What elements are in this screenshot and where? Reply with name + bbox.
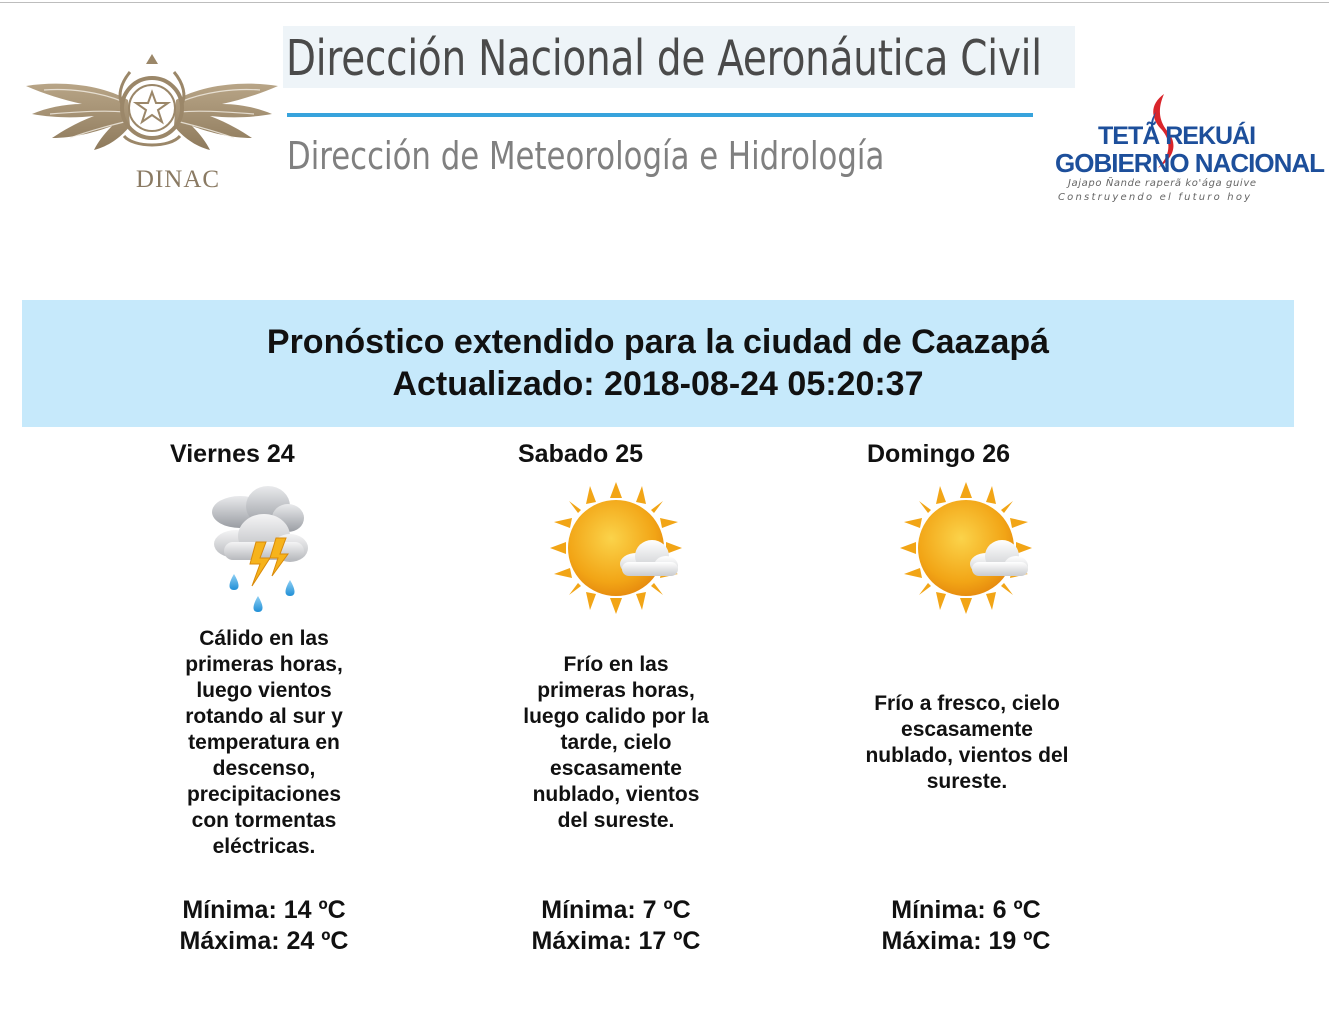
forecast-title: Pronóstico extendido para la ciudad de Caazapá xyxy=(266,323,1050,361)
temperature-block xyxy=(146,895,382,957)
day-name: Domingo 26 xyxy=(867,440,1011,468)
dinac-logo-text: DINAC xyxy=(135,166,221,193)
day-name: Viernes 24 xyxy=(170,440,295,468)
temperature-min: Mínima: 14 ºC xyxy=(182,896,346,924)
gobierno-nacional-logo xyxy=(1052,90,1324,210)
temperature-max: Máxima: 24 ºC xyxy=(179,927,349,955)
day-name: Sabado 25 xyxy=(518,440,644,468)
forecast-updated: Actualizado: 2018-08-24 05:20:37 xyxy=(392,365,924,403)
sun-cloud-icon xyxy=(900,482,1036,623)
gobierno-logo-line2: GOBIERNO NACIONAL xyxy=(1055,148,1324,178)
dinac-logo xyxy=(24,50,280,200)
forecast-description: Cálido en las primeras horas, luego vientos rotando al sur y temperatura en descenso, precipitaciones con tormentas eléctricas. xyxy=(185,627,343,858)
sun-cloud-icon xyxy=(550,482,686,623)
banner-divider xyxy=(287,113,1033,117)
organization-title: Dirección Nacional de Aeronáutica Civil xyxy=(286,30,1042,87)
temperature-max: Máxima: 19 ºC xyxy=(881,927,1051,955)
temperature-block xyxy=(848,895,1084,957)
organization-subtitle: Dirección de Meteorología e Hidrología xyxy=(287,134,885,178)
gobierno-logo-tagline-spanish: Construyendo el futuro hoy xyxy=(1058,192,1253,203)
temperature-min: Mínima: 6 ºC xyxy=(891,896,1041,924)
forecast-description: Frío a fresco, cielo escasamente nublado, vientos del sureste. xyxy=(865,692,1069,793)
top-border xyxy=(0,2,1329,3)
temperature-min: Mínima: 7 ºC xyxy=(541,896,691,924)
forecast-heading xyxy=(22,300,1294,427)
temperature-max: Máxima: 17 ºC xyxy=(531,927,701,955)
thunderstorm-rain-icon xyxy=(206,482,318,623)
forecast-description: Frío en las primeras horas, luego calido por la tarde, cielo escasamente nublado, vientos del sureste. xyxy=(523,653,709,832)
gobierno-logo-line1: TETÃ REKUÁI xyxy=(1098,122,1256,150)
gobierno-logo-tagline-guarani: Jajapo Ñande raperã ko'ága guive xyxy=(1068,178,1257,189)
temperature-block xyxy=(498,895,734,957)
